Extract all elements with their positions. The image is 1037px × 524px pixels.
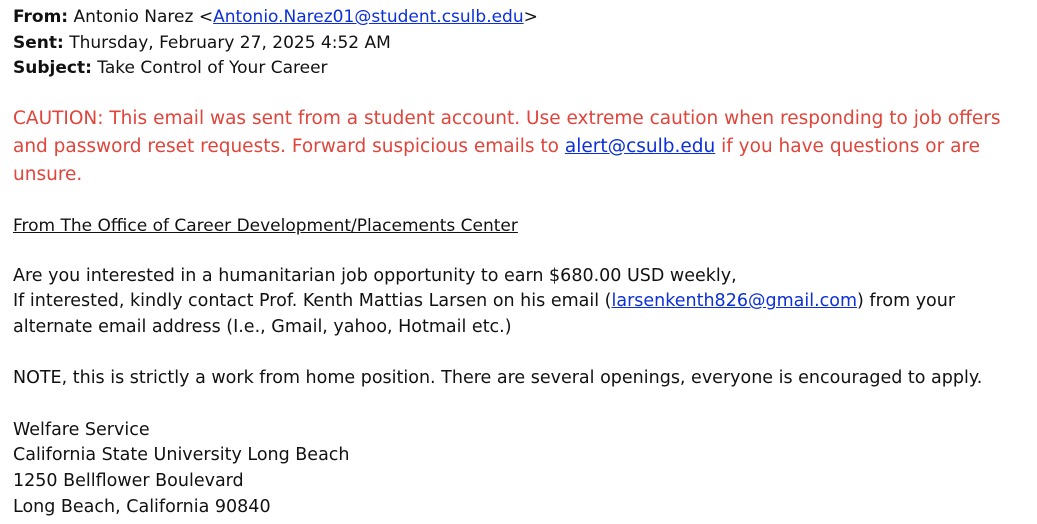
signature-line: Long Beach, California 90840 — [13, 497, 271, 518]
office-title: From The Office of Career Development/Placements Center — [13, 215, 518, 236]
subject-label: Subject: — [13, 58, 92, 78]
sender-email-link[interactable]: Antonio.Narez01@student.csulb.edu — [213, 7, 524, 27]
from-name: Antonio Narez < — [73, 7, 214, 27]
signature-line: California State University Long Beach — [13, 445, 350, 466]
alert-email-link[interactable]: alert@csulb.edu — [564, 135, 716, 157]
sent-value: Thursday, February 27, 2025 4:52 AM — [69, 32, 391, 53]
email-header — [13, 5, 1028, 82]
signature-line: Welfare Service — [13, 419, 150, 440]
signature-line: 1250 Bellflower Boulevard — [13, 471, 244, 492]
offer-paragraph — [13, 264, 1028, 341]
signature-block — [13, 418, 1028, 521]
caution-text: CAUTION: This email was sent from a student account. Use extreme caution when responding to job offers and password reset requests. Forward suspicious emails to — [13, 107, 1001, 157]
contact-email-link[interactable]: larsenkenth826@gmail.com — [611, 291, 858, 312]
subject-value: Take Control of Your Career — [97, 58, 328, 78]
sent-line — [13, 31, 1028, 57]
contact-text: If interested, kindly contact Prof. Kenth Mattias Larsen on his email ( — [13, 291, 612, 312]
caution-banner — [13, 105, 1028, 189]
subject-line — [13, 56, 1028, 82]
from-label: From: — [13, 7, 69, 27]
sent-label: Sent: — [13, 32, 64, 53]
offer-line: Are you interested in a humanitarian job opportunity to earn $680.00 USD weekly, — [13, 265, 737, 286]
contact-line — [13, 289, 1028, 341]
from-line — [13, 5, 1028, 31]
note-paragraph: NOTE, this is strictly a work from home position. There are several openings, everyone is encouraged to apply. — [13, 367, 983, 388]
from-close: > — [523, 7, 538, 27]
email-message — [13, 5, 1028, 521]
caution-text-end: if you have questions or are unsure. — [13, 135, 980, 185]
contact-text-end: ) from your alternate email address (I.e., Gmail, yahoo, Hotmail etc.) — [13, 291, 956, 338]
